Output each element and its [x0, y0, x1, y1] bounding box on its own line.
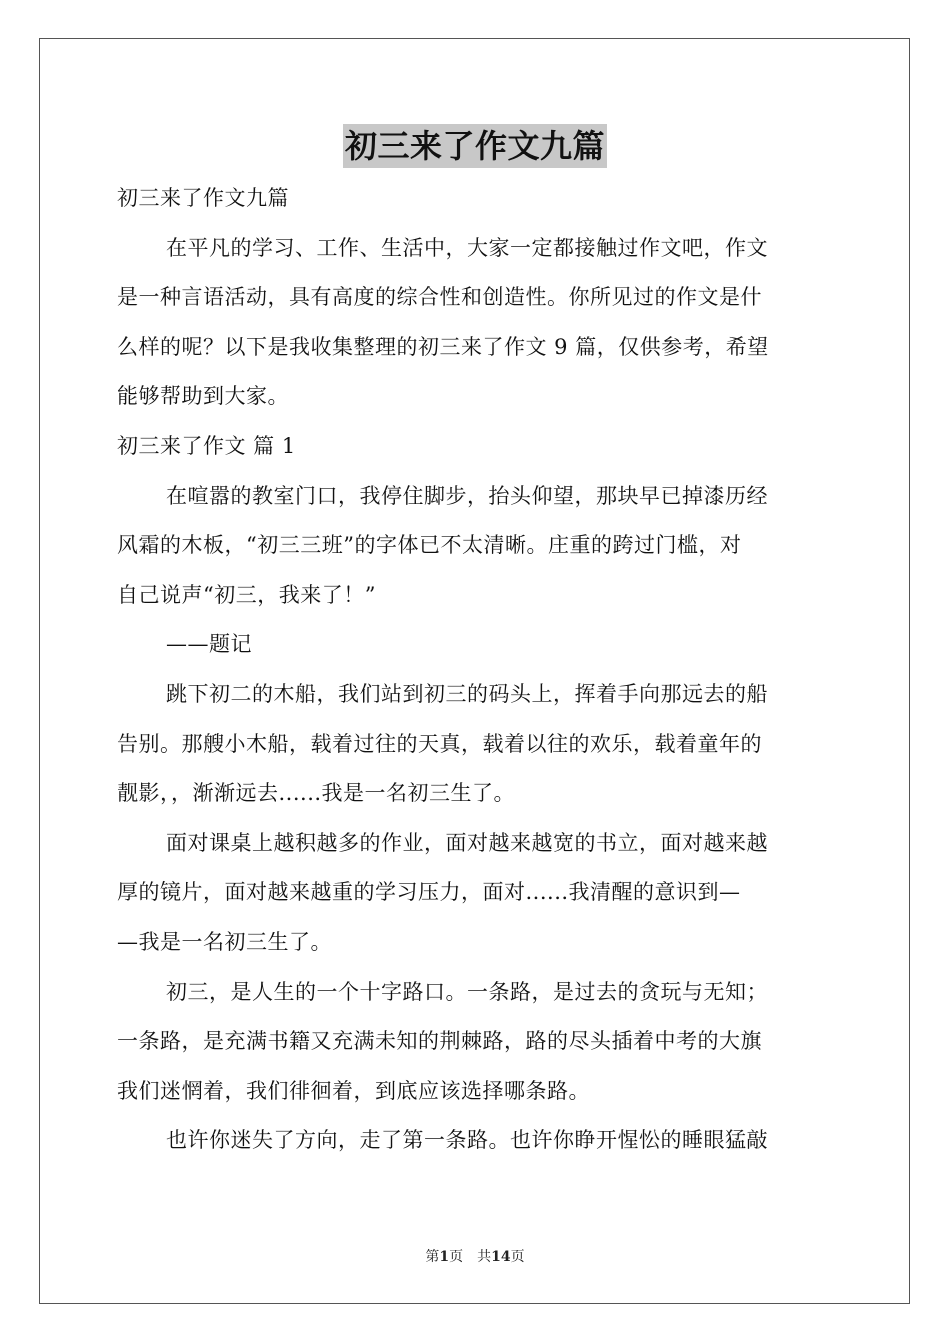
text-line: 面对课桌上越积越多的作业，面对越来越宽的书立，面对越来越 [166, 830, 768, 855]
text-line: 跳下初二的木船，我们站到初三的码头上，挥着手向那远去的船 [166, 681, 768, 706]
text-line: 在平凡的学习、工作、生活中，大家一定都接触过作文吧，作文 [166, 235, 768, 260]
page-number: 1 [439, 1249, 450, 1265]
total-suffix: 页 [510, 1249, 525, 1265]
text-line: 我们迷惘着，我们徘徊着，到底应该选择哪条路。 [117, 1078, 590, 1103]
text-line: 么样的呢？以下是我收集整理的初三来了作文 9 篇，仅供参考，希望 [117, 334, 769, 359]
text-line: 一条路，是充满书籍又充满未知的荆棘路，路的尽头插着中考的大旗 [117, 1029, 762, 1054]
text-line: 在喧嚣的教室门口，我停住脚步，抬头仰望，那块早已掉漆历经 [166, 483, 768, 508]
text-line: —我是一名初三生了。 [117, 929, 332, 954]
text-line: 风霜的木板，“初三三班”的字体已不太清晰。庄重的跨过门槛，对 [117, 533, 742, 558]
text-line: 自己说声“初三，我来了！” [117, 582, 376, 607]
text-line: 厚的镜片，面对越来越重的学习压力，面对......我清醒的意识到— [117, 880, 741, 905]
text-line: 初三来了作文九篇 [117, 186, 289, 210]
total-prefix: 共 [477, 1249, 492, 1265]
title-container [0, 124, 950, 168]
page-footer [0, 1246, 950, 1266]
text-line: 初三，是人生的一个十字路口。一条路，是过去的贪玩与无知； [166, 979, 768, 1004]
text-line: 是一种言语活动，具有高度的综合性和创造性。你所见过的作文是什 [117, 285, 762, 310]
text-line: 能够帮助到大家。 [117, 384, 289, 409]
page-suffix: 页 [449, 1249, 464, 1265]
text-line: 初三来了作文 篇 1 [117, 433, 296, 458]
text-line: 靓影，，渐渐远去......我是一名初三生了。 [117, 781, 516, 806]
document-title: 初三来了作文九篇 [343, 124, 607, 168]
page-prefix: 第 [425, 1249, 440, 1265]
text-line: 告别。那艘小木船，载着过往的天真，载着以往的欢乐，载着童年的 [117, 731, 762, 756]
text-line: 也许你迷失了方向，走了第一条路。也许你睁开惺忪的睡眼猛敲 [166, 1128, 768, 1153]
text-line: ——题记 [166, 632, 252, 657]
total-pages: 14 [491, 1249, 511, 1265]
document-body [117, 174, 833, 1166]
